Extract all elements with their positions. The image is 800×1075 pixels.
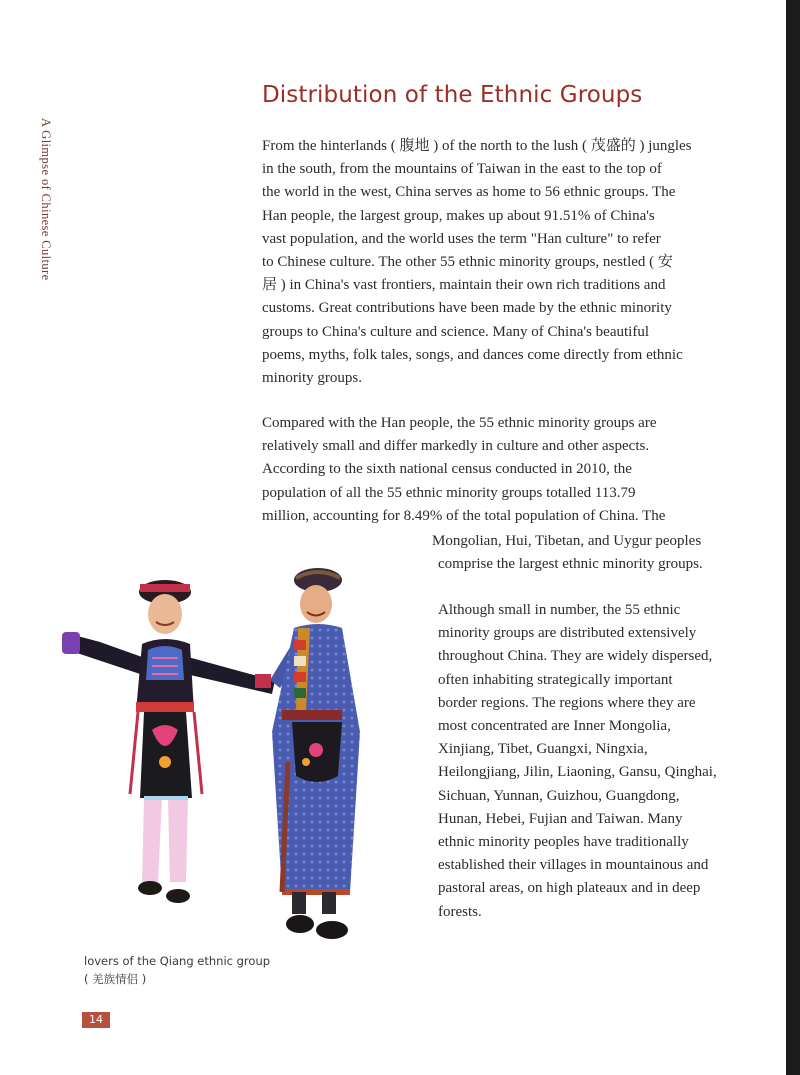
page-number-badge: 14 [82, 1012, 110, 1028]
text-line: customs. Great contributions have been made by the ethnic minority [262, 300, 672, 317]
text-line: throughout China. They are widely dispersed, [438, 648, 713, 665]
text-line: vast population, and the world uses the term "Han culture" to refer [262, 230, 661, 247]
text-line: 居 ) in China's vast frontiers, maintain their own rich traditions and [262, 277, 666, 294]
paragraph-3 [438, 599, 768, 924]
text-line: forests. [438, 903, 482, 920]
text-line: Compared with the Han people, the 55 ethnic minority groups are [262, 415, 657, 431]
text-line: minority groups are distributed extensively [438, 625, 697, 642]
text-line: often inhabiting strategically important [438, 671, 673, 688]
text-line: comprise the largest ethnic minority groups. [438, 556, 703, 573]
photo-caption [84, 952, 270, 988]
paragraph-2-continued [432, 530, 752, 576]
caption-line: lovers of the Qiang ethnic group [84, 954, 271, 968]
text-line: poems, myths, folk tales, songs, and dances come directly from ethnic [262, 346, 683, 363]
page-title: Distribution of the Ethnic Groups [262, 82, 643, 108]
text-line: the world in the west, China serves as home to 56 ethnic groups. The [262, 184, 676, 201]
text-line: According to the sixth national census conducted in 2010, the [262, 461, 632, 478]
paragraph-2 [262, 412, 740, 528]
text-line: Although small in number, the 55 ethnic [438, 602, 681, 618]
text-line: minority groups. [262, 370, 362, 387]
text-line: Hunan, Hebei, Fujian and Taiwan. Many [438, 810, 683, 827]
text-line: established their villages in mountainous and [438, 857, 709, 874]
text-line: Mongolian, Hui, Tibetan, and Uygur peoples [432, 533, 702, 549]
text-line: border regions. The regions where they are [438, 694, 696, 711]
text-line: most concentrated are Inner Mongolia, [438, 718, 671, 735]
text-line: relatively small and differ markedly in culture and other aspects. [262, 438, 650, 455]
female-dancer-figure [62, 580, 275, 903]
text-line: in the south, from the mountains of Taiwan in the east to the top of [262, 161, 662, 178]
page-edge-bar [786, 0, 800, 1075]
running-header-vertical: A Glimpse of Chinese Culture [39, 118, 53, 281]
text-line: population of all the 55 ethnic minority groups totalled 113.79 [262, 484, 636, 501]
text-line: to Chinese culture. The other 55 ethnic minority groups, nestled ( 安 [262, 254, 673, 271]
text-line: From the hinterlands ( 腹地 ) of the north to the lush ( 茂盛的 ) jungles [262, 138, 692, 154]
text-line: Han people, the largest group, makes up about 91.51% of China's [262, 207, 655, 224]
text-line: million, accounting for 8.49% of the total population of China. The [262, 507, 666, 524]
text-line: Xinjiang, Tibet, Guangxi, Ningxia, [438, 741, 648, 758]
paragraph-1 [262, 135, 740, 390]
qiang-dancers-photo [60, 562, 360, 942]
text-line: Heilongjiang, Jilin, Liaoning, Gansu, Qinghai, [438, 764, 717, 781]
text-line: ethnic minority peoples have traditionally [438, 834, 689, 851]
text-line: pastoral areas, on high plateaux and in deep [438, 880, 701, 897]
text-line: Sichuan, Yunnan, Guizhou, Guangdong, [438, 787, 680, 804]
caption-line-chinese: ( 羌族情侣 ) [84, 972, 147, 986]
text-line: groups to China's culture and science. Many of China's beautiful [262, 323, 649, 340]
male-dancer-figure [270, 568, 360, 939]
